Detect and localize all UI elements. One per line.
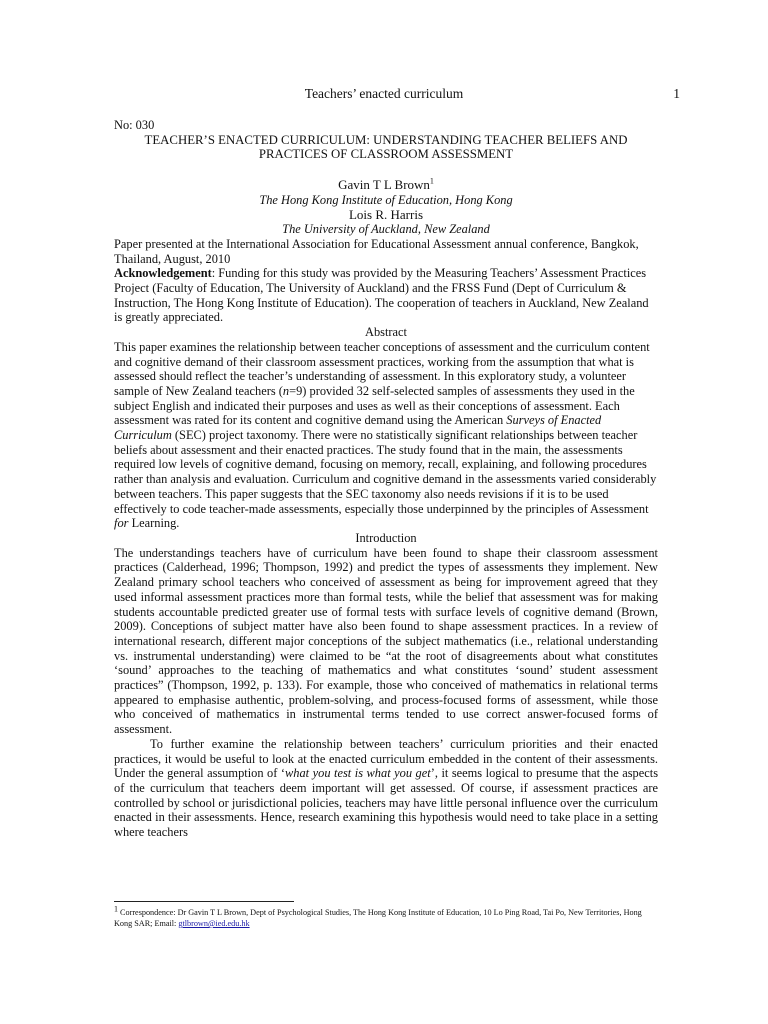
author-1 <box>114 178 658 193</box>
introduction-paragraph-2 <box>114 737 658 840</box>
footnote-mark: 1 <box>114 904 118 914</box>
author-1-name: Gavin T L Brown <box>338 177 430 193</box>
presentation-note: Paper presented at the International Association for Educational Assessment annual conference, Bangkok, Thailand, August, 2010 <box>114 236 639 266</box>
acknowledgement-text: : Funding for this study was provided by the Measuring Teachers’ Assessment Practices Project (Faculty of Education, The University of Auckland) and the FRSS Fund (Dept of Curriculum & Instruction, The Hong Kong Institute of Education). The cooperation of teachers in Auckland, New Zealand is greatly appreciated. <box>114 266 649 325</box>
intro-p2-quote: what you test is what you get <box>285 766 431 781</box>
abstract-part-2: =9) provided 32 self-selected samples of assessments they used in the subject English and indicated their purposes and uses as well as their conceptions of assessment. Each assessment was rated for its content and cognitive demand using the American <box>114 383 635 428</box>
abstract-part-3: (SEC) project taxonomy. There were no statistically significant relationships between teacher beliefs about assessment and their enacted practices. The study found that in the main, the assessments required low levels of cognitive demand, focusing on memory, recall, explaining, and following procedures rather than analysis and evaluation. Curriculum and cognitive demand in the assessments varied considerably between teachers. This paper suggests that the SEC taxonomy also needs revisions if it is to be used effectively to code teacher-made assessments, especially those underpinned by the principles of Assessment <box>114 428 657 516</box>
abstract-heading: Abstract <box>365 325 407 340</box>
author-2: Lois R. Harris <box>348 206 424 222</box>
spacer <box>114 162 658 178</box>
affiliation-2: The University of Auckland, New Zealand <box>282 222 490 237</box>
intro-p2-part-2: ’, it seems logical to presume that the aspects of the curriculum that teachers deem important will get assessed. Of course, if assessment practices are controlled by school or jurisdictional policies, teachers may have little personal influence over the curriculum enacted in their assessments. Hence, research examining this hypothesis would need to take place in a setting where teachers <box>114 766 659 840</box>
footnote-text: Correspondence: Dr Gavin T L Brown, Dept of Psychological Studies, The Hong Kong Institute of Education, 10 Lo Ping Road, Tai Po, New Territories, Hong Kong SAR; Email: <box>114 908 642 928</box>
affiliation-1: The Hong Kong Institute of Education, Hong Kong <box>259 192 513 207</box>
acknowledgement-label: Acknowledgement <box>114 266 212 281</box>
footnote-divider <box>114 901 294 902</box>
paper-body <box>114 118 658 840</box>
abstract-text <box>114 340 658 531</box>
abstract-part-1: This paper examines the relationship between teacher conceptions of assessment and the curriculum content and cognitive demand of their classroom assessment practices, working from the assumption that what is assessed should reflect the teacher’s understanding of assessment. In this exploratory study, a volunteer sample of New Zealand teachers ( <box>114 339 650 398</box>
footnote-email-link[interactable]: gtlbrown@ied.edu.hk <box>178 919 250 928</box>
abstract-for-word: for <box>114 516 129 531</box>
abstract-n-symbol: n <box>282 383 290 398</box>
author-1-footnote-mark: 1 <box>429 176 434 186</box>
abstract-sec-title: Surveys of Enacted Curriculum <box>114 413 602 443</box>
introduction-paragraph-1: The understandings teachers have of curriculum have been found to shape their classroom assessment practices (Calderhead, 1996; Thompson, 1992) and predict the types of assessments they implement. New Zealand primary school teachers who conceived of assessment as being for improvement agreed that they used informal assessment practices more than formal tests, while the belief that assessment was for making students accountable predicted greater use of formal tests with surface levels of cognitive demand (Brown, 2009). Conceptions of subject matter have also been found to shape assessment practices. In a review of international research, different major conceptions of the subject mathematics (i.e., relational understanding vs. instrumental understanding) were claimed to be “at the root of disagreements about what constitutes ‘sound’ approaches to the teaching of mathematics and what constitutes ‘sound’ student assessment practices” (Thompson, 1992, p. 133). For example, those who conceived of mathematics in relational terms appeared to emphasise authentic, problem-solving, and process-focused forms of assessment, while those who conceived of mathematics in instrumental terms tended to use correct answer-focused forms of assessment. <box>114 545 658 737</box>
page-header <box>0 86 768 104</box>
abstract-part-4: Learning. <box>128 516 180 531</box>
intro-p2-part-1: To further examine the relationship between teachers’ curriculum priorities and their enacted practices, it would be useful to look at the enacted curriculum embedded in the content of their assessments. Under the general assumption of ‘ <box>114 736 658 781</box>
acknowledgement <box>114 266 658 325</box>
introduction-heading: Introduction <box>355 530 417 545</box>
running-head: Teachers’ enacted curriculum <box>304 86 464 101</box>
page-number: 1 <box>673 86 680 101</box>
paper-title: TEACHER’S ENACTED CURRICULUM: UNDERSTANDING TEACHER BELIEFS AND PRACTICES OF CLASSROOM ASSESSMENT <box>144 132 628 162</box>
paper-number: No: 030 <box>114 118 155 132</box>
footnote <box>114 904 660 929</box>
